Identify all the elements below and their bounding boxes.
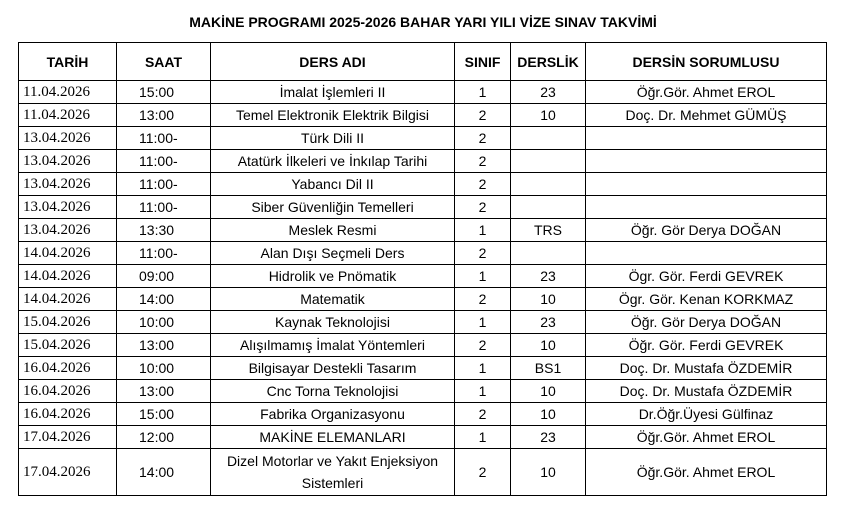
cell-class: 2 <box>455 173 511 196</box>
cell-time: 12:00 <box>117 426 211 449</box>
cell-time: 11:00- <box>117 196 211 219</box>
cell-course: Bilgisayar Destekli Tasarım <box>211 357 455 380</box>
cell-class: 2 <box>455 150 511 173</box>
cell-room: 10 <box>511 104 586 127</box>
cell-class: 1 <box>455 219 511 242</box>
cell-teacher: Öğr. Gör Derya DOĞAN <box>586 219 827 242</box>
cell-time: 15:00 <box>117 81 211 104</box>
cell-class: 2 <box>455 127 511 150</box>
cell-room <box>511 127 586 150</box>
cell-date: 17.04.2026 <box>19 426 117 449</box>
cell-room: 10 <box>511 449 586 496</box>
cell-teacher: Öğr.Gör. Ahmet EROL <box>586 449 827 496</box>
cell-date: 14.04.2026 <box>19 265 117 288</box>
table-row <box>19 334 827 357</box>
cell-time: 13:00 <box>117 334 211 357</box>
header-class: SINIF <box>455 43 511 81</box>
header-room: DERSLİK <box>511 43 586 81</box>
cell-date: 17.04.2026 <box>19 449 117 496</box>
cell-course: Alışılmamış İmalat Yöntemleri <box>211 334 455 357</box>
cell-date: 13.04.2026 <box>19 173 117 196</box>
cell-room: 23 <box>511 426 586 449</box>
cell-teacher <box>586 173 827 196</box>
cell-room: 10 <box>511 334 586 357</box>
cell-room: 23 <box>511 265 586 288</box>
cell-course: Siber Güvenliğin Temelleri <box>211 196 455 219</box>
cell-course: Kaynak Teknolojisi <box>211 311 455 334</box>
cell-class: 2 <box>455 196 511 219</box>
cell-room: BS1 <box>511 357 586 380</box>
cell-room: 10 <box>511 380 586 403</box>
cell-time: 13:00 <box>117 104 211 127</box>
table-row <box>19 242 827 265</box>
cell-time: 10:00 <box>117 311 211 334</box>
cell-course: MAKİNE ELEMANLARI <box>211 426 455 449</box>
cell-teacher: Doç. Dr. Mustafa ÖZDEMİR <box>586 357 827 380</box>
cell-time: 13:30 <box>117 219 211 242</box>
table-row <box>19 380 827 403</box>
cell-teacher <box>586 150 827 173</box>
header-teacher: DERSİN SORUMLUSU <box>586 43 827 81</box>
cell-course: Atatürk İlkeleri ve İnkılap Tarihi <box>211 150 455 173</box>
cell-room: 10 <box>511 288 586 311</box>
table-row <box>19 288 827 311</box>
cell-course: Temel Elektronik Elektrik Bilgisi <box>211 104 455 127</box>
cell-teacher: Öğr.Gör. Ahmet EROL <box>586 81 827 104</box>
header-time: SAAT <box>117 43 211 81</box>
cell-class: 2 <box>455 288 511 311</box>
header-date: TARİH <box>19 43 117 81</box>
table-row <box>19 127 827 150</box>
cell-class: 2 <box>455 449 511 496</box>
cell-class: 1 <box>455 380 511 403</box>
cell-class: 1 <box>455 311 511 334</box>
table-row <box>19 150 827 173</box>
cell-date: 16.04.2026 <box>19 357 117 380</box>
cell-teacher: Dr.Öğr.Üyesi Gülfinaz <box>586 403 827 426</box>
cell-date: 15.04.2026 <box>19 311 117 334</box>
cell-teacher: Öğr.Gör. Ahmet EROL <box>586 426 827 449</box>
cell-room: 23 <box>511 311 586 334</box>
cell-time: 11:00- <box>117 127 211 150</box>
cell-teacher: Öğr. Gör Derya DOĞAN <box>586 311 827 334</box>
cell-time: 11:00- <box>117 150 211 173</box>
table-row <box>19 449 827 496</box>
cell-room <box>511 150 586 173</box>
cell-date: 13.04.2026 <box>19 219 117 242</box>
cell-date: 14.04.2026 <box>19 288 117 311</box>
cell-teacher: Doç. Dr. Mehmet GÜMÜŞ <box>586 104 827 127</box>
cell-course: Fabrika Organizasyonu <box>211 403 455 426</box>
cell-date: 11.04.2026 <box>19 104 117 127</box>
cell-course: Alan Dışı Seçmeli Ders <box>211 242 455 265</box>
table-row <box>19 219 827 242</box>
cell-class: 2 <box>455 334 511 357</box>
table-row <box>19 265 827 288</box>
cell-course: Hidrolik ve Pnömatik <box>211 265 455 288</box>
cell-course: Meslek Resmi <box>211 219 455 242</box>
cell-class: 2 <box>455 242 511 265</box>
cell-course: İmalat İşlemleri II <box>211 81 455 104</box>
cell-room: 10 <box>511 403 586 426</box>
cell-date: 15.04.2026 <box>19 334 117 357</box>
cell-teacher: Ögr. Gör. Ferdi GEVREK <box>586 265 827 288</box>
table-row <box>19 426 827 449</box>
cell-time: 10:00 <box>117 357 211 380</box>
page-title: MAKİNE PROGRAMI 2025-2026 BAHAR YARI YILI VİZE SINAV TAKVİMİ <box>189 14 657 30</box>
cell-class: 1 <box>455 265 511 288</box>
cell-date: 16.04.2026 <box>19 403 117 426</box>
header-course: DERS ADI <box>211 43 455 81</box>
cell-room <box>511 196 586 219</box>
table-row <box>19 104 827 127</box>
table-row <box>19 196 827 219</box>
cell-room: TRS <box>511 219 586 242</box>
cell-teacher: Doç. Dr. Mustafa ÖZDEMİR <box>586 380 827 403</box>
cell-course: Yabancı Dil II <box>211 173 455 196</box>
cell-teacher <box>586 127 827 150</box>
table-row <box>19 81 827 104</box>
exam-schedule-table <box>18 42 827 496</box>
cell-teacher <box>586 196 827 219</box>
cell-time: 09:00 <box>117 265 211 288</box>
cell-date: 14.04.2026 <box>19 242 117 265</box>
cell-class: 2 <box>455 104 511 127</box>
cell-time: 14:00 <box>117 288 211 311</box>
cell-time: 13:00 <box>117 380 211 403</box>
cell-date: 13.04.2026 <box>19 127 117 150</box>
cell-course: Cnc Torna Teknolojisi <box>211 380 455 403</box>
header-row <box>19 43 827 81</box>
table-row <box>19 403 827 426</box>
cell-course: Türk Dili II <box>211 127 455 150</box>
cell-class: 1 <box>455 426 511 449</box>
cell-time: 11:00- <box>117 173 211 196</box>
cell-date: 11.04.2026 <box>19 81 117 104</box>
cell-time: 14:00 <box>117 449 211 496</box>
cell-room <box>511 242 586 265</box>
cell-time: 15:00 <box>117 403 211 426</box>
table-row <box>19 311 827 334</box>
cell-room <box>511 173 586 196</box>
cell-room: 23 <box>511 81 586 104</box>
cell-date: 13.04.2026 <box>19 196 117 219</box>
cell-teacher <box>586 242 827 265</box>
table-row <box>19 357 827 380</box>
cell-class: 2 <box>455 403 511 426</box>
cell-teacher: Öğr. Gör. Ferdi GEVREK <box>586 334 827 357</box>
cell-course: Matematik <box>211 288 455 311</box>
cell-date: 16.04.2026 <box>19 380 117 403</box>
cell-teacher: Ögr. Gör. Kenan KORKMAZ <box>586 288 827 311</box>
table-row <box>19 173 827 196</box>
cell-course: Dizel Motorlar ve Yakıt Enjeksiyon Sistemleri <box>211 449 455 496</box>
cell-class: 1 <box>455 357 511 380</box>
cell-date: 13.04.2026 <box>19 150 117 173</box>
cell-time: 11:00- <box>117 242 211 265</box>
cell-class: 1 <box>455 81 511 104</box>
